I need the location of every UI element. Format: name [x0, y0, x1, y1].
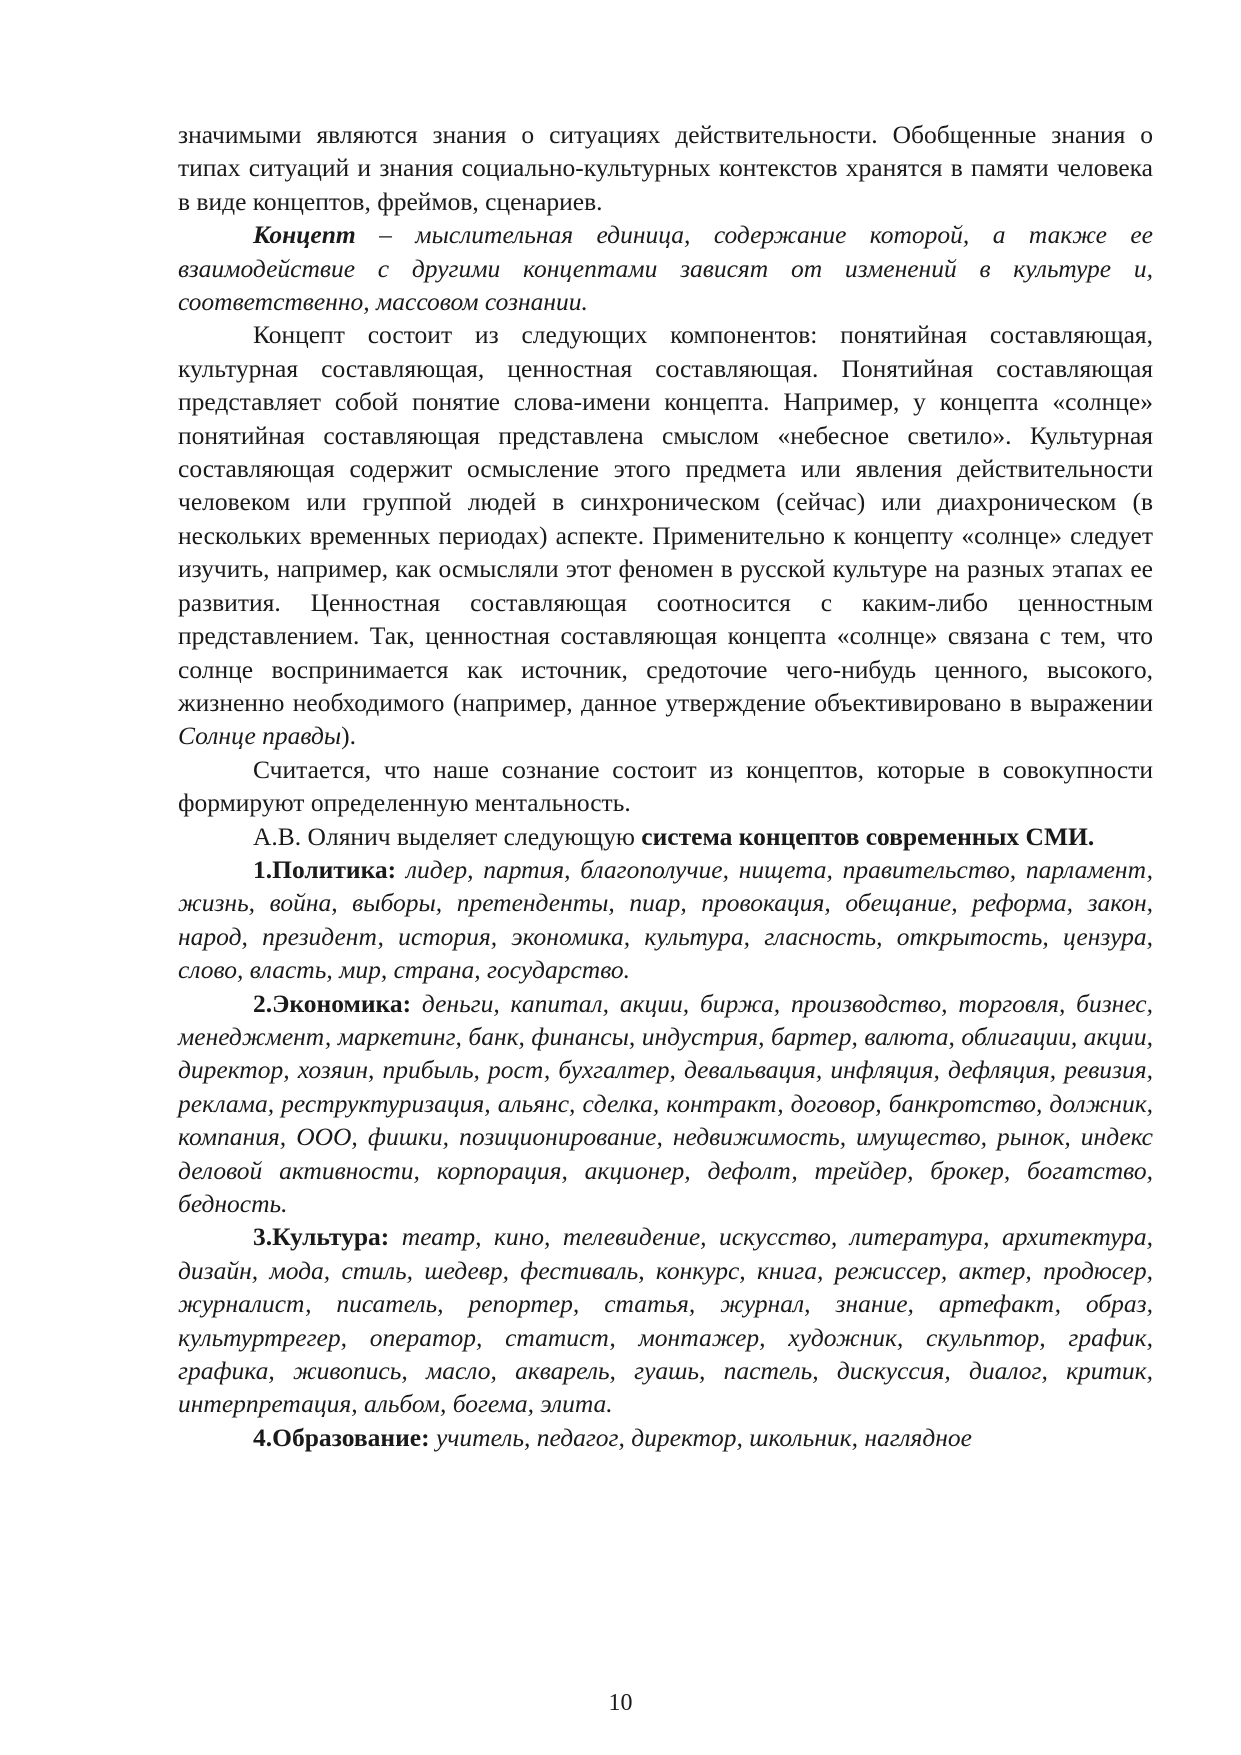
components-end: ).: [341, 721, 357, 751]
paragraph-concept-components: [178, 318, 1153, 752]
concept-group-politics: [178, 853, 1153, 987]
definition-text: – мыслительная единица, содержание которой, а также ее взаимодействие с другими концептами зависят от изменений в культуре и, соответственно, массовом сознании.: [178, 220, 1153, 317]
concept-group-label: 2.Экономика:: [253, 988, 412, 1018]
olyanich-text: А.В. Олянич выделяет следующую: [253, 821, 642, 851]
page-body: [178, 118, 1153, 1454]
system-heading: система концептов современных СМИ.: [641, 821, 1095, 851]
paragraph-concept-definition: [178, 218, 1153, 318]
concept-group-terms: лидер, партия, благополучие, нищета, правительство, парламент, жизнь, война, выборы, претенденты, пиар, провокация, обещание, реформа, закон, народ, президент, история, экономика, культура, гласность, открытость, цензура, слово, власть, мир, страна, государство.: [178, 854, 1153, 985]
concept-group-economics: [178, 987, 1153, 1221]
term-concept: Концепт: [253, 220, 356, 250]
paragraph-olyanich: [178, 820, 1153, 853]
page-number: 10: [608, 1690, 633, 1716]
concept-group-terms: деньги, капитал, акции, биржа, производство, торговля, бизнес, менеджмент, маркетинг, банк, финансы, индустрия, бартер, валюта, облигации, акции, директор, хозяин, прибыль, рост, бухгалтер, девальвация, инфляция, дефляция, ревизия, реклама, реструктуризация, альянс, сделка, контракт, договор, банкротство, должник, компания, ООО, фишки, позиционирование, недвижимость, имущество, рынок, индекс деловой активности, корпорация, акционер, дефолт, трейдер, брокер, богатство, бедность.: [178, 988, 1153, 1218]
concept-group-label: 3.Культура:: [253, 1222, 390, 1252]
concept-group-culture: [178, 1220, 1153, 1420]
concept-group-label: 1.Политика:: [253, 854, 397, 884]
concept-group-education: [178, 1421, 1153, 1454]
expression-italic: Солнце правды: [178, 721, 342, 751]
concept-group-terms: театр, кино, телевидение, искусство, литература, архитектура, дизайн, мода, стиль, шедевр, фестиваль, конкурс, книга, режиссер, актер, продюсер, журналист, писатель, репортер, статья, журнал, знание, артефакт, образ, культуртрегер, оператор, статист, монтажер, художник, скульптор, график, графика, живопись, масло, акварель, гуашь, пастель, дискуссия, диалог, критик, интерпретация, альбом, богема, элита.: [178, 1222, 1153, 1419]
paragraph-situations: значимыми являются знания о ситуациях действительности. Обобщенные знания о типах ситуаций и знания социально-культурных контекстов хранятся в памяти человека в виде концептов, фреймов, сценариев.: [178, 120, 1153, 216]
concept-group-terms: учитель, педагог, директор, школьник, наглядное: [429, 1422, 972, 1452]
components-text: Концепт состоит из следующих компонентов: понятийная составляющая, культурная составляющая, ценностная составляющая. Понятийная составляющая представляет собой понятие слова-имени концепта. Например, у концепта «солнце» понятийная составляющая представлена смыслом «небесное светило». Культурная составляющая содержит осмысление этого предмета или явления действительности человеком или группой людей в синхроническом (сейчас) или диахроническом (в нескольких временных периодах) аспекте. Применительно к концепту «солнце» следует изучить, например, как осмысляли этот феномен в русской культуре на разных этапах ее развития. Ценностная составляющая соотносится с каким-либо ценностным представлением. Так, ценностная составляющая концепта «солнце» связана с тем, что солнце воспринимается как источник, средоточие чего-нибудь ценного, высокого, жизненно необходимого (например, данное утверждение объективировано в выражении: [178, 320, 1153, 717]
paragraph-mentality: Считается, что наше сознание состоит из концептов, которые в совокупности формируют определенную ментальность.: [178, 754, 1153, 818]
concept-group-label: 4.Образование:: [253, 1422, 430, 1452]
